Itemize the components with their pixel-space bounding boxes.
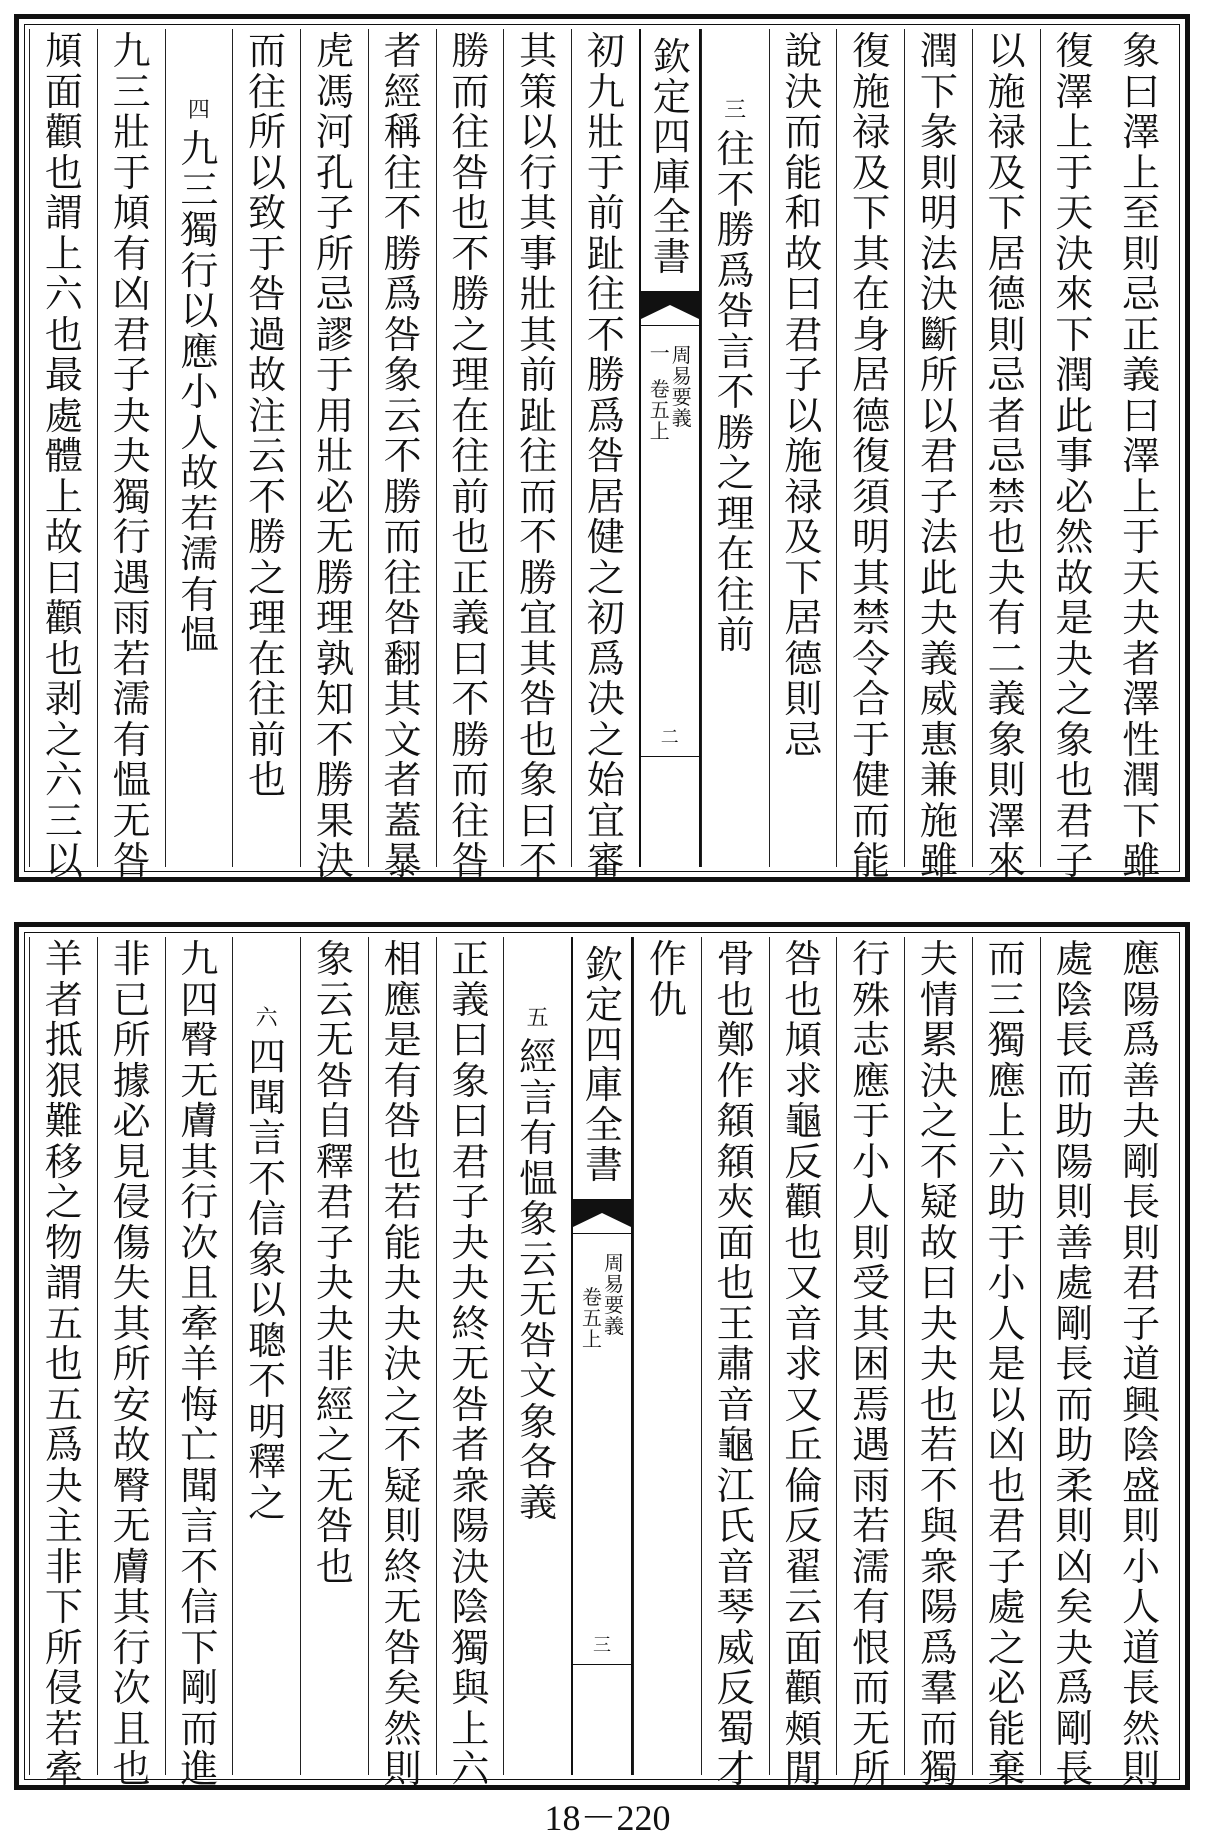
- text-column: [571, 29, 639, 883]
- fish-tail-mark-icon: [641, 291, 699, 319]
- column-text: 骨也鄭作頯頯夾面也王肅音龜江氏音琴威反蜀才: [716, 937, 755, 1791]
- text-column: [701, 29, 769, 867]
- column-text: 復澤上于天決來下潤此事必然故是夬之象也君子: [1055, 29, 1094, 883]
- column-text: 九三壯于頄有凶君子夬夬獨行遇雨若濡有愠无咎: [112, 29, 151, 883]
- section-marker: 四: [187, 98, 210, 123]
- column-text: 作仇: [648, 937, 687, 1022]
- column-text: 夫情累決之不疑故曰夬夬也若不與衆陽爲羣而獨: [919, 937, 958, 1791]
- column-text: 象曰澤上至則忌正義曰澤上于天夬者澤性潤下雖: [1122, 29, 1161, 883]
- center-rule-top: [641, 325, 699, 326]
- book-name: 周易要義: [671, 343, 692, 430]
- text-column: [436, 937, 504, 1791]
- center-rule-bottom: [573, 1664, 631, 1665]
- text-column: [701, 937, 769, 1791]
- text-column: [836, 937, 904, 1791]
- column-text: 頄面顴也謂上六也最處體上故曰顴也剥之六三以: [44, 29, 83, 883]
- column-text: 非已所據必見侵傷失其所安故臀无膚其行次且也: [112, 937, 151, 1791]
- column-text: 以施禄及下居德則忌者忌禁也夬有二義象則澤來: [987, 29, 1026, 883]
- text-column: [165, 937, 233, 1791]
- text-column: [232, 937, 300, 1775]
- column-text: 羊者抵狠難移之物謂五也五爲夬主非下所侵若牽: [44, 937, 83, 1791]
- column-text: 九三獨行以應小人故若濡有愠: [180, 127, 219, 657]
- text-column: [972, 29, 1040, 883]
- text-column: [1040, 937, 1108, 1791]
- top-text-columns: [29, 29, 1175, 883]
- leaf-number: 二: [660, 727, 679, 748]
- text-column: [368, 937, 436, 1791]
- volume-name: 卷五上: [582, 1285, 602, 1351]
- center-fold-strip: [571, 937, 633, 1775]
- column-text: 復施禄及下其在身居德復須明其禁令合于健而能: [852, 29, 891, 883]
- collection-title: 欽定四庫全書: [652, 35, 691, 279]
- column-text: 其策以行其事壯其前趾往而不勝宜其咎也象曰不: [519, 29, 558, 883]
- fold-mark: 一: [649, 341, 670, 365]
- text-column: [1107, 937, 1175, 1791]
- column-text: 虎馮河孔子所忌謬于用壯必无勝理孰知不勝果決: [315, 29, 354, 883]
- section-marker: 三: [724, 98, 747, 123]
- text-column: [300, 29, 368, 883]
- column-text: 往不勝爲咎言不勝之理在往前: [716, 127, 755, 657]
- volume-name: 卷五上: [649, 377, 670, 443]
- text-column: [503, 937, 571, 1775]
- column-text: 四聞言不信象以聰不明釋之: [248, 1035, 287, 1525]
- column-text: 正義曰象曰君子夬夬終无咎者衆陽決陰獨與上六: [451, 937, 490, 1791]
- text-column: [29, 29, 97, 883]
- column-text: 咎也頄求龜反顴也又音求又丘倫反翟云面顴頰閒: [784, 937, 823, 1791]
- column-text: 象云无咎自釋君子夬夬非經之无咎也: [315, 937, 354, 1589]
- text-column: [633, 937, 701, 1775]
- text-column: [368, 29, 436, 883]
- column-text: 勝而往咎也不勝之理在往前也正義曰不勝而往咎: [451, 29, 490, 883]
- section-marker: 五: [526, 1006, 549, 1031]
- column-text: 行殊志應于小人則受其困焉遇雨若濡有恨而无所: [852, 937, 891, 1791]
- column-text: 潤下彖則明法決斷所以君子法此夬義威惠兼施雖: [919, 29, 958, 883]
- column-text: 經言有愠象云无咎文象各義: [519, 1035, 558, 1525]
- page-number: 18－220: [544, 1798, 671, 1838]
- center-rule-top: [573, 1233, 631, 1234]
- bottom-page-panel: [14, 922, 1190, 1790]
- top-page-panel: [14, 14, 1190, 882]
- fish-tail-mark-icon: [573, 1199, 631, 1227]
- column-text: 而往所以致于咎過故注云不勝之理在往前也: [248, 29, 287, 802]
- text-column: [836, 29, 904, 883]
- collection-title: 欽定四庫全書: [584, 943, 623, 1187]
- column-text: 相應是有咎也若能夬夬決之不疑則終无咎矣然則: [383, 937, 422, 1791]
- text-column: [97, 29, 165, 883]
- bottom-text-columns: [29, 937, 1175, 1791]
- column-text: 者經稱往不勝爲咎象云不勝而往咎翻其文者蓋暴: [383, 29, 422, 883]
- text-column: [972, 937, 1040, 1791]
- center-fold-strip: [639, 29, 701, 867]
- text-column: [436, 29, 504, 883]
- column-text: 九四臀无膚其行次且牽羊悔亡聞言不信下剛而進: [180, 937, 219, 1791]
- leaf-number: 三: [593, 1635, 611, 1656]
- column-text: 處陰長而助陽則善處剛長而助柔則凶矣夬爲剛長: [1055, 937, 1094, 1791]
- text-column: [769, 937, 837, 1791]
- text-column: [904, 937, 972, 1791]
- book-name: 周易要義: [604, 1251, 624, 1338]
- text-column: [769, 29, 837, 867]
- text-column: [29, 937, 97, 1791]
- text-column: [1107, 29, 1175, 883]
- column-text: 應陽爲善夬剛長則君子道興陰盛則小人道長然則: [1122, 937, 1161, 1791]
- column-text: 說決而能和故曰君子以施禄及下居德則忌: [784, 29, 823, 762]
- text-column: [1040, 29, 1108, 883]
- text-column: [300, 937, 368, 1775]
- section-marker: 六: [255, 1006, 278, 1031]
- center-rule-bottom: [641, 756, 699, 757]
- column-text: 而三獨應上六助于小人是以凶也君子處之必能棄: [987, 937, 1026, 1791]
- text-column: [904, 29, 972, 883]
- column-text: 初九壯于前趾往不勝爲咎居健之初爲决之始宜審: [586, 29, 625, 883]
- text-column: [97, 937, 165, 1791]
- text-column: [165, 29, 233, 867]
- text-column: [503, 29, 571, 883]
- text-column: [232, 29, 300, 867]
